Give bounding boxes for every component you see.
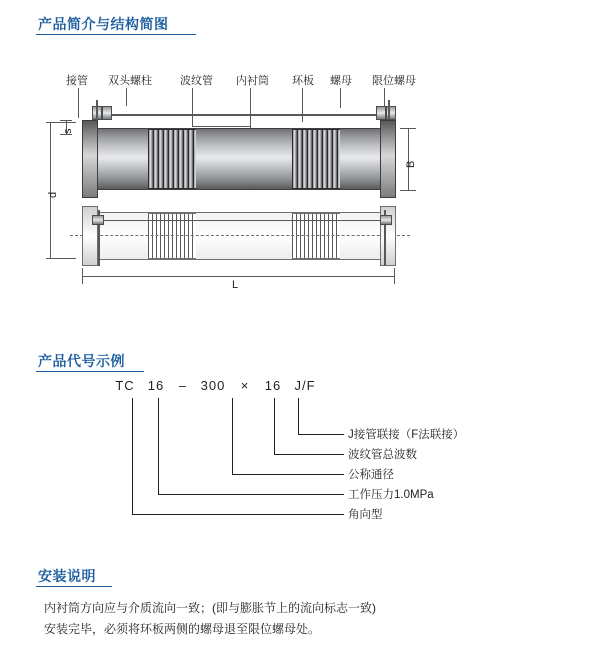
dim-label-s: s	[62, 128, 74, 134]
nut-top-3	[376, 106, 386, 120]
code-label-waves: 波纹管总波数	[348, 449, 417, 461]
dim-L-tick-right	[394, 268, 395, 284]
code-label-series: 角向型	[348, 509, 383, 521]
dim-label-d: d	[47, 191, 59, 198]
code-token-pressure: 16	[147, 378, 165, 393]
callout-label-bowenguan: 波纹管	[180, 75, 213, 87]
dim-s-tick-top	[60, 120, 72, 121]
code-leader-v-waves	[274, 398, 275, 454]
section-title-code: 产品代号示例	[38, 353, 125, 369]
flange-left-top	[82, 120, 98, 198]
product-code-row	[110, 378, 322, 393]
dim-d-tick-bottom	[46, 258, 76, 259]
install-notes	[44, 598, 376, 640]
dim-s-tick-bottom	[60, 134, 72, 135]
code-leader-h-connect	[298, 434, 344, 435]
leader-jieguan	[78, 88, 79, 118]
code-label-dn: 公称通径	[348, 469, 394, 481]
bellows-top-right	[292, 129, 340, 189]
callout-label-neichentong: 内衬筒	[236, 75, 269, 87]
nut-top-2	[102, 106, 112, 120]
callout-label-jieguan: 接管	[66, 75, 88, 87]
dim-d-tick-top	[46, 122, 76, 123]
install-note-line-2: 安装完毕，必须将环板两侧的螺母退至限位螺母处。	[44, 622, 321, 636]
code-leader-v-series	[132, 398, 133, 514]
install-note-line-1: 内衬筒方向应与介质流向一致；(即与膨胀节上的流向标志一致)	[44, 601, 376, 615]
leader-luomu	[340, 88, 341, 108]
section-title-install: 安装说明	[38, 568, 96, 584]
code-token-dash: –	[178, 378, 188, 393]
flange-right-top	[380, 120, 396, 198]
code-leader-h-waves	[274, 454, 344, 455]
joint-body-top	[82, 128, 396, 190]
code-token-connect: J/F	[294, 378, 316, 393]
leader-huanban	[302, 88, 303, 122]
dim-label-L: L	[232, 279, 239, 291]
section-title-structure: 产品简介与结构简图	[38, 16, 169, 32]
bellows-top-left	[148, 129, 196, 189]
code-token-times: ×	[240, 378, 250, 393]
code-token-dn: 300	[200, 378, 226, 393]
dim-d-line	[50, 122, 51, 258]
section-underline-install	[36, 586, 112, 587]
callout-label-shuangtou: 双头螺柱	[108, 75, 152, 87]
stud-top-left	[96, 100, 98, 120]
section-underline-structure	[36, 34, 196, 35]
callout-label-luomu: 螺母	[330, 75, 352, 87]
dim-L-tick-left	[82, 268, 83, 284]
dim-label-B: B	[405, 160, 417, 168]
centerline-bottom	[70, 235, 410, 236]
code-leader-h-dn	[232, 474, 344, 475]
nut-bottom-1	[92, 215, 104, 225]
leader-shuangtou	[126, 88, 127, 106]
code-leader-v-dn	[232, 398, 233, 474]
stud-top-right	[388, 100, 390, 120]
code-leader-h-pressure	[158, 494, 344, 495]
dim-L-line	[82, 276, 394, 277]
tie-rod-bottom	[96, 220, 386, 221]
structure-diagram	[40, 60, 540, 290]
leader-bowenguan	[192, 88, 193, 126]
callout-label-xianweiluomu: 限位螺母	[372, 75, 416, 87]
code-leader-h-series	[132, 514, 344, 515]
code-label-connect: J接管联接（F法联接）	[348, 429, 465, 441]
code-token-series: TC	[115, 378, 135, 393]
product-code-diagram	[110, 378, 510, 538]
code-token-waves: 16	[264, 378, 282, 393]
callout-label-huanban: 环板	[292, 75, 314, 87]
code-leader-v-pressure	[158, 398, 159, 494]
nut-bottom-2	[380, 215, 392, 225]
section-underline-code	[36, 371, 144, 372]
dim-B-line	[408, 128, 409, 190]
code-leader-v-connect	[298, 398, 299, 434]
leader-bowenguan-h	[192, 126, 250, 127]
tie-rod-top	[96, 114, 394, 116]
dim-B-tick-top	[400, 128, 416, 129]
dim-B-tick-bottom	[400, 190, 416, 191]
code-label-pressure: 工作压力1.0MPa	[348, 489, 434, 501]
